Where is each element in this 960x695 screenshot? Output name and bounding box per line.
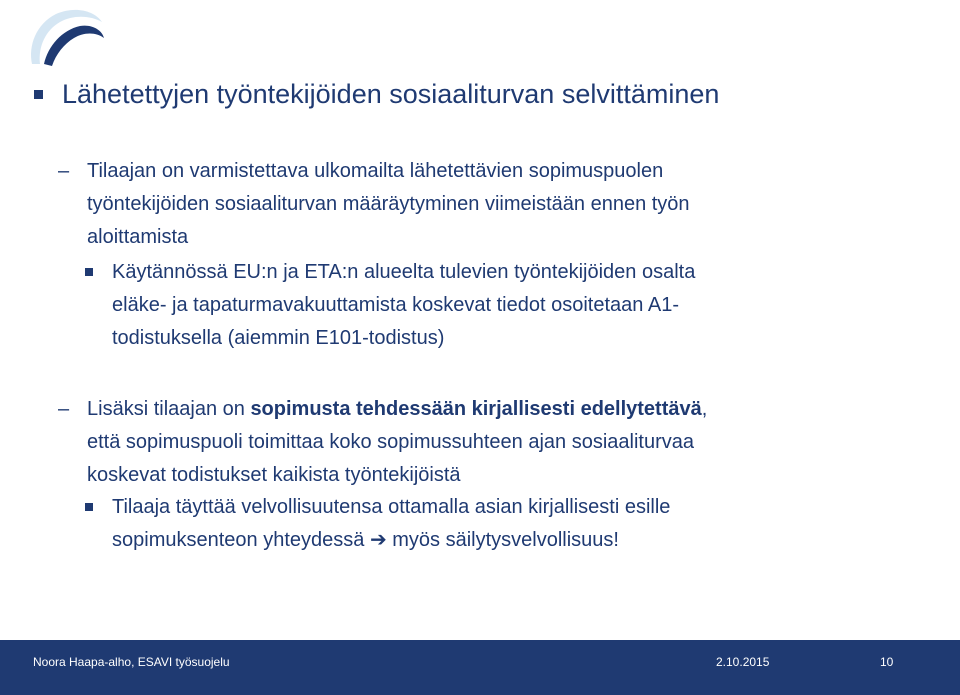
- bullet-2-line-2: että sopimuspuoli toimittaa koko sopimussuhteen ajan sosiaaliturvaa: [87, 431, 695, 453]
- sub-bullet-1-line-3: todistuksella (aiemmin E101-todistus): [112, 327, 445, 349]
- square-bullet-icon: [85, 503, 93, 511]
- slide-title: Lähetettyjen työntekijöiden sosiaaliturvan selvittäminen: [62, 79, 720, 109]
- sub-bullet-2-line-1: Tilaaja täyttää velvollisuutensa ottamalla asian kirjallisesti esille: [112, 496, 671, 518]
- square-bullet-icon: [34, 90, 43, 99]
- right-arrow-icon: ➔: [369, 529, 387, 551]
- footer-date: 2.10.2015: [716, 655, 770, 669]
- sub-bullet-1-line-2: eläke- ja tapaturmavakuuttamista koskevat tiedot osoitetaan A1-: [112, 294, 679, 316]
- bullet-1-line-2: työntekijöiden sosiaaliturvan määräytyminen viimeistään ennen työn: [87, 193, 690, 215]
- bullet-2-suffix: ,: [701, 398, 708, 420]
- sub-bullet-2-prefix: sopimuksenteon yhteydessä: [112, 529, 370, 551]
- sub-bullet-1-line-1: Käytännössä EU:n ja ETA:n alueelta tulevien työntekijöiden osalta: [112, 261, 696, 283]
- square-bullet-icon: [85, 268, 93, 276]
- bullet-1-line-1: Tilaajan on varmistettava ulkomailta lähetettävien sopimuspuolen: [87, 160, 664, 182]
- dash-bullet-icon: –: [58, 160, 70, 182]
- bullet-1-line-3: aloittamista: [87, 226, 189, 248]
- sub-bullet-2-line-2: [112, 524, 912, 557]
- bullet-2-prefix: Lisäksi tilaajan on: [87, 398, 251, 420]
- bullet-2-line-1: [87, 393, 927, 426]
- bullet-2-emphasis: sopimusta tehdessään kirjallisesti edellytettävä: [250, 398, 702, 420]
- footer-author: Noora Haapa-alho, ESAVI työsuojelu: [33, 655, 230, 669]
- footer-bar: [0, 640, 960, 695]
- bullet-2-line-3: koskevat todistukset kaikista työntekijöistä: [87, 464, 461, 486]
- sub-bullet-2-suffix: myös säilytysvelvollisuus!: [386, 529, 619, 551]
- dash-bullet-icon: –: [58, 398, 70, 420]
- page-number: 10: [880, 655, 894, 669]
